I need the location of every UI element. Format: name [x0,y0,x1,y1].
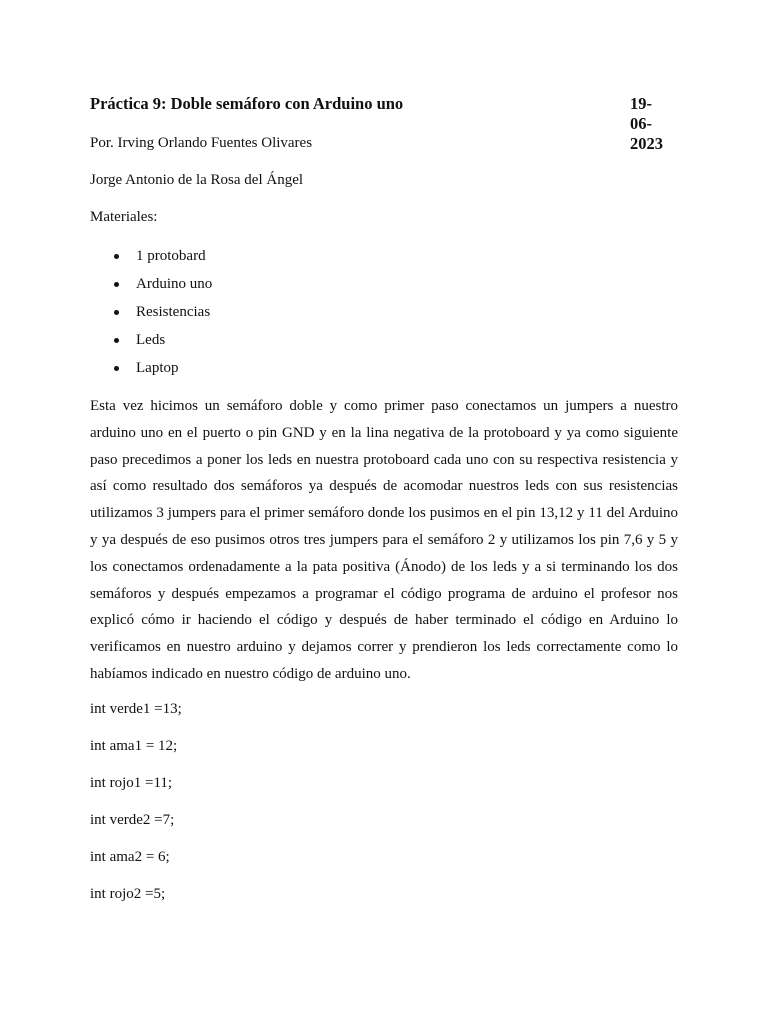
code-line: int rojo2 =5; [90,886,166,902]
title-text: Práctica 9: Doble semáforo con Arduino uno [90,94,404,113]
list-item: Laptop [90,358,212,386]
author-line-1: Por. Irving Orlando Fuentes Olivares [90,135,313,151]
code-line: int verde2 =7; [90,812,175,828]
author-line-2: Jorge Antonio de la Rosa del Ángel [90,172,304,188]
code-line: int rojo1 =11; [90,775,173,791]
list-item: Leds [90,330,212,358]
materials-heading: Materiales: [90,209,158,225]
list-item: Resistencias [90,302,212,330]
list-item: Arduino uno [90,274,212,302]
document-date: 19-06-2023 [630,94,663,153]
code-line: int ama1 = 12; [90,738,178,754]
code-line: int ama2 = 6; [90,849,170,865]
list-item: 1 protobard [90,246,212,274]
materials-list [90,246,212,386]
body-paragraph: Esta vez hicimos un semáforo doble y como primer paso conectamos un jumpers a nuestro arduino uno en el puerto o pin GND y en la lina negativa de la protoboard y ya como siguiente paso precedimos a poner los leds en nuestra protoboard cada uno con su respectiva resistencia y así como resultado dos semáforos ya después de acomodar nuestros leds con sus resistencias utilizamos 3 jumpers para el primer semáforo donde los pusimos en el pin 13,12 y 11 del Arduino y ya después de eso pusimos otros tres jumpers para el semáforo 2 y utilizamos los pin 7,6 y 5 y los conectamos ordenadamente a la pata positiva (Ánodo) de los leds y a si terminando los dos semáforos y después empezamos a programar el código programa de arduino el profesor nos explicó cómo ir haciendo el código y después de haber terminado el código en Arduino lo verificamos en nuestro arduino y dejamos correr y prendieron los leds correctamente como lo habíamos indicado en nuestro código de arduino uno. [90,398,678,682]
code-line: int verde1 =13; [90,701,182,717]
